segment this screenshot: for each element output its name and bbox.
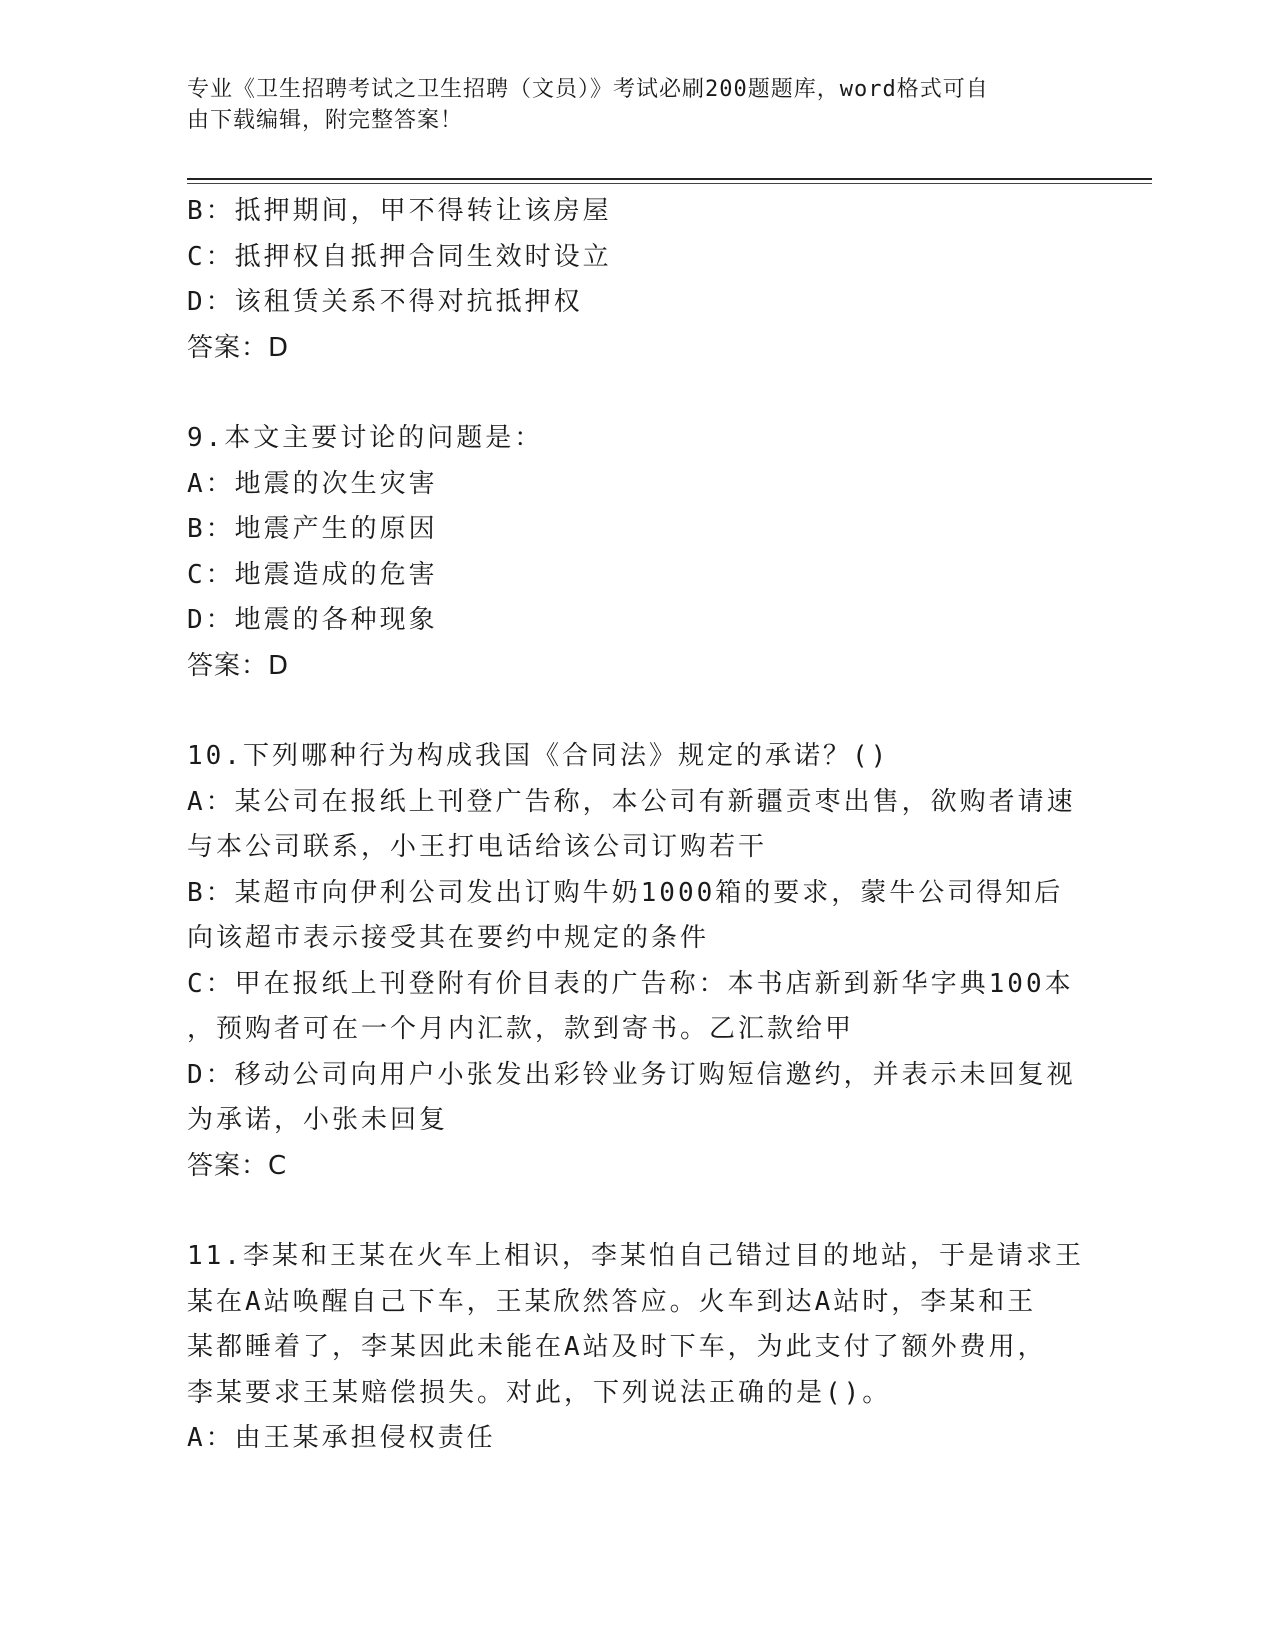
- option-b-line-2: 向该超市表示接受其在要约中规定的条件: [187, 923, 710, 953]
- option-c-line-1: C：甲在报纸上刊登附有价目表的广告称：本书店新到新华字典100本: [187, 968, 1074, 999]
- question-10: [187, 734, 1087, 1189]
- question-9: [187, 416, 1087, 689]
- option-b: B：地震产生的原因: [187, 514, 438, 544]
- question-stem: 9.本文主要讨论的问题是：: [187, 423, 544, 453]
- option-d: D：该租赁关系不得对抗抵押权: [187, 287, 583, 317]
- question-8: [187, 189, 1087, 371]
- answer-line: 答案：C: [187, 1150, 288, 1181]
- option-b-line-1: B：某超市向伊利公司发出订购牛奶1000箱的要求，蒙牛公司得知后: [187, 877, 1064, 908]
- option-a: A：由王某承担侵权责任: [187, 1423, 496, 1453]
- option-a-line-1: A：某公司在报纸上刊登广告称，本公司有新疆贡枣出售，欲购者请速: [187, 786, 1076, 817]
- spacer: [187, 371, 1087, 416]
- option-d: D：地震的各种现象: [187, 605, 438, 635]
- answer-line: 答案：D: [187, 650, 290, 681]
- option-d-line-1: D：移动公司向用户小张发出彩铃业务订购短信邀约，并表示未回复视: [187, 1059, 1076, 1090]
- header-line-1: 专业《卫生招聘考试之卫生招聘（文员）》考试必刷200题题库，word格式可自: [187, 77, 989, 102]
- question-stem-line-3: 某都睡着了，李某因此未能在A站及时下车，为此支付了额外费用，: [187, 1332, 1047, 1362]
- answer-line: 答案：D: [187, 332, 290, 363]
- option-a: A：地震的次生灾害: [187, 468, 438, 499]
- spacer: [187, 1189, 1087, 1234]
- question-stem-line-2: 某在A站唤醒自己下车，王某欣然答应。火车到达A站时，李某和王: [187, 1286, 1037, 1317]
- option-a-line-2: 与本公司联系，小王打电话给该公司订购若干: [187, 832, 768, 862]
- header-divider-thin: [187, 183, 1152, 184]
- option-c-line-2: ，预购者可在一个月内汇款，款到寄书。乙汇款给甲: [187, 1014, 855, 1044]
- option-b: B：抵押期间，甲不得转让该房屋: [187, 196, 612, 226]
- question-stem-line-1: 11.李某和王某在火车上相识，李某怕自己错过目的地站，于是请求王: [187, 1241, 1084, 1271]
- option-c: C：地震造成的危害: [187, 559, 438, 590]
- header-divider-thick: [187, 178, 1152, 180]
- question-stem: 10.下列哪种行为构成我国《合同法》规定的承诺？(): [187, 741, 890, 771]
- option-d-line-2: 为承诺，小张未回复: [187, 1105, 449, 1135]
- spacer: [187, 689, 1087, 734]
- header-line-2: 由下载编辑，附完整答案！: [187, 108, 464, 133]
- question-11: [187, 1234, 1087, 1462]
- question-stem-line-4: 李某要求王某赔偿损失。对此，下列说法正确的是()。: [187, 1377, 892, 1408]
- question-list: [187, 189, 1087, 1462]
- document-header: [187, 74, 1067, 136]
- option-c: C：抵押权自抵押合同生效时设立: [187, 241, 612, 272]
